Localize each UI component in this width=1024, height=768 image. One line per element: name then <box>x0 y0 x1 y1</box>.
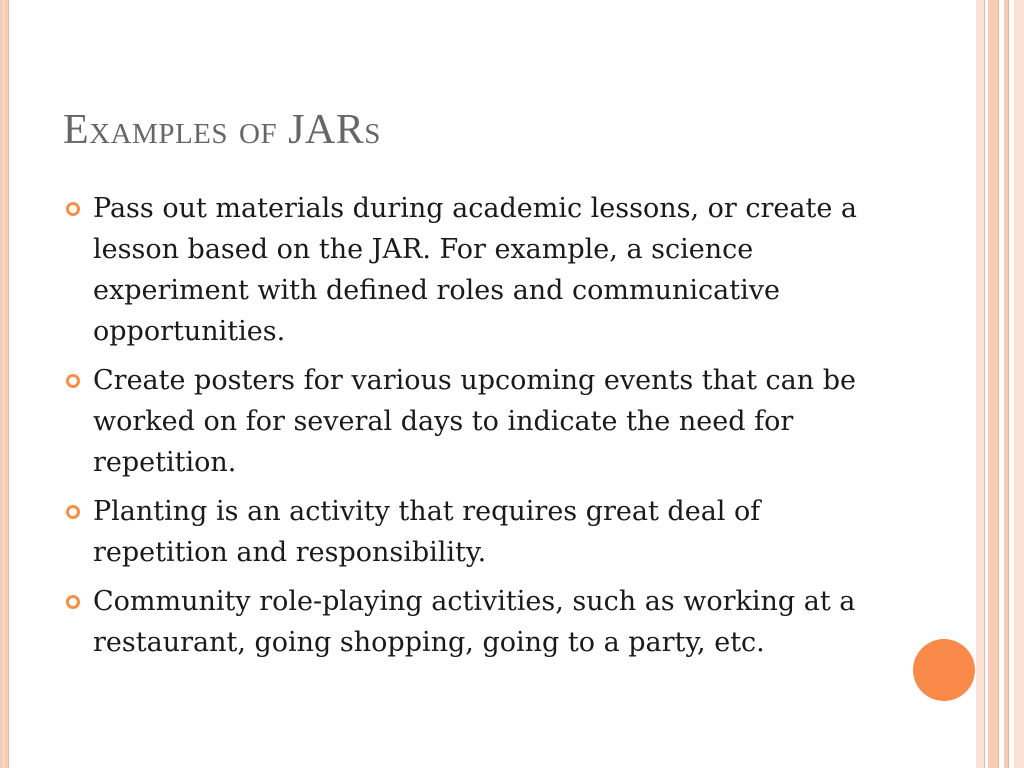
border-stripe <box>1008 0 1009 768</box>
circle-bullet-icon <box>66 202 80 216</box>
circle-bullet-icon <box>66 595 80 609</box>
circle-bullet-icon <box>66 374 80 388</box>
border-stripe <box>1014 0 1024 768</box>
bullet-text: Create posters for various upcoming events that can be worked on for several days to indicate the need for repetition. <box>93 365 856 478</box>
bullet-text: Pass out materials during academic lessons, or create a lesson based on the JAR. For example, a science experiment with defined roles and communicative opportunities. <box>93 193 858 347</box>
right-border-decoration <box>976 0 1024 768</box>
bullet-text: Community role-playing activities, such as working at a restaurant, going shopping, going to a party, etc. <box>93 586 856 658</box>
left-border-stripe <box>0 0 9 768</box>
border-stripe <box>984 0 985 768</box>
bullet-item <box>64 491 884 573</box>
bullet-item <box>64 360 884 483</box>
border-stripe <box>988 0 998 768</box>
slide-title: Examples of JARs <box>63 107 381 153</box>
circle-bullet-icon <box>66 505 80 519</box>
border-stripe <box>976 0 984 768</box>
bullet-item <box>64 581 884 663</box>
orange-circle-decoration <box>913 639 975 701</box>
bullet-list <box>64 188 884 671</box>
border-stripe <box>998 0 999 768</box>
bullet-text: Planting is an activity that requires great deal of repetition and responsibility. <box>93 496 761 568</box>
bullet-item <box>64 188 884 352</box>
